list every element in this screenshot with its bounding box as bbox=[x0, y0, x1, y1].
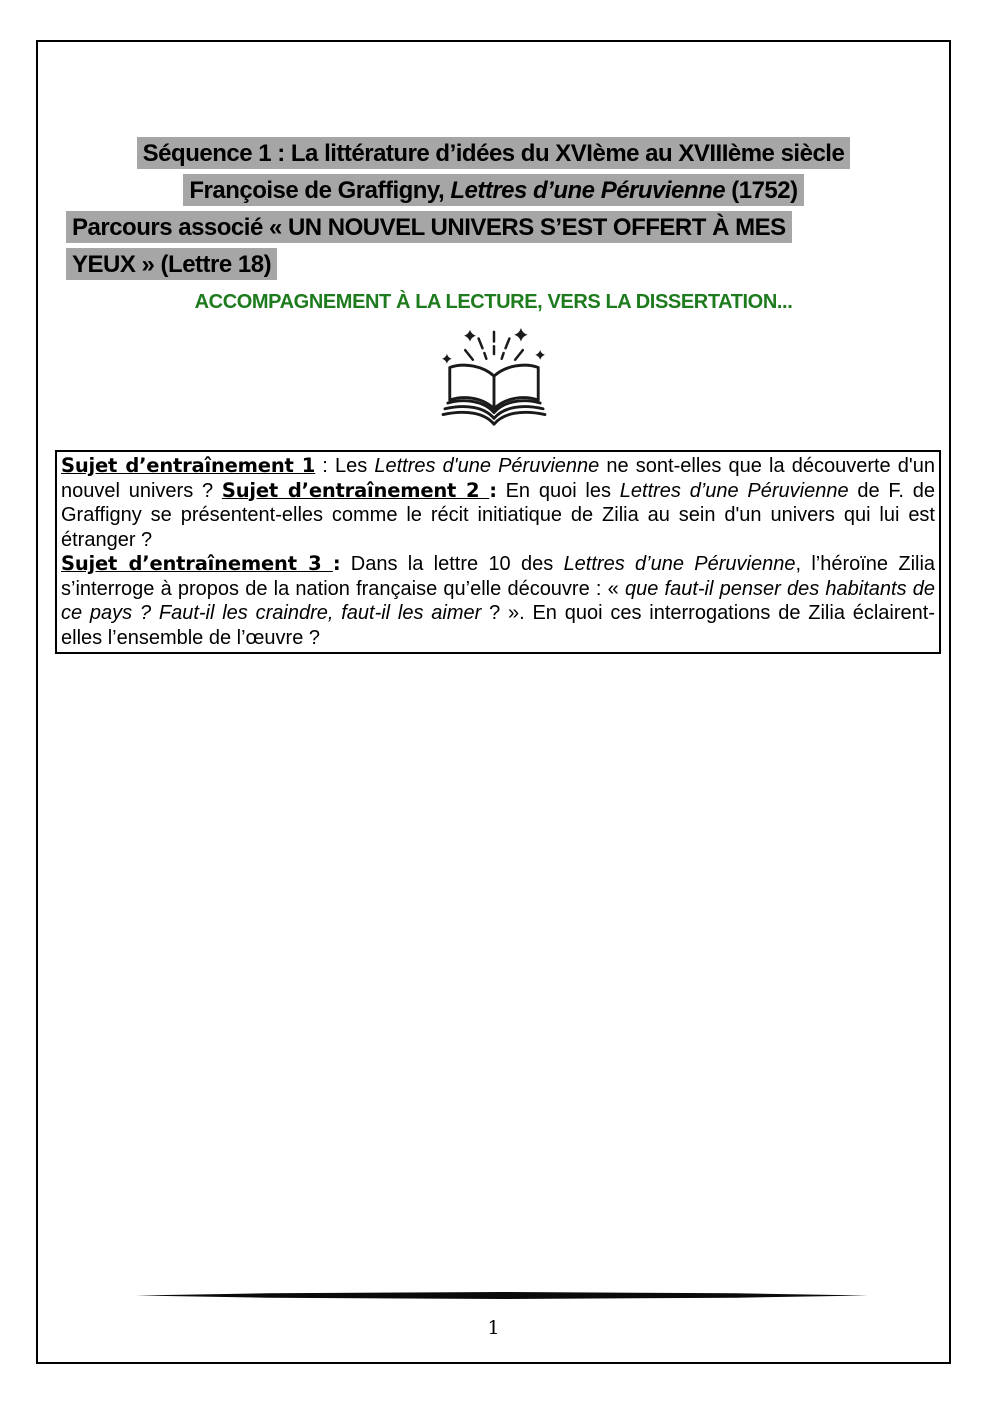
title-line-1-text: Séquence 1 : La littérature d’idées du XVIème au XVIIIème siècle bbox=[137, 137, 851, 169]
exercise-paragraph-1: Sujet d’entraînement 1 : Les Lettres d'une Péruvienne ne sont-elles que la découverte d'un nouvel univers ? Sujet d’entraînement 2 : En quoi les Lettres d’une Péruvienne de F. de Graffigny se présentent-elles comme le récit initiatique de Zilia au sein d'un univers qui lui est étranger ? bbox=[61, 454, 936, 551]
exercise-paragraph-2: Sujet d’entraînement 3 : Dans la lettre 10 des Lettres d’une Péruvienne, l’héroïne Zilia s’interroge à propos de la nation française qu’elle découvre : « que faut-il penser des habitants de ce pays ? Faut-il les craindre, faut-il les aimer ? ». En quoi ces interrogations de Zilia éclairent-elles l’ensemble de l’œuvre ? bbox=[61, 552, 936, 649]
exercise-box bbox=[55, 450, 941, 654]
title-line-3-text: Parcours associé « UN NOUVEL UNIVERS S’EST OFFERT À MES bbox=[66, 211, 792, 243]
title-line-4 bbox=[38, 248, 949, 285]
page-frame bbox=[36, 40, 951, 1364]
subtitle-accompagnement: ACCOMPAGNEMENT À LA LECTURE, VERS LA DISSERTATION... bbox=[194, 291, 793, 313]
open-book-sparkles-icon bbox=[38, 328, 949, 428]
title-line-1 bbox=[38, 137, 949, 174]
title-line-2 bbox=[38, 174, 949, 211]
title-line-3 bbox=[38, 211, 949, 248]
page-number: 1 bbox=[487, 1317, 500, 1339]
title-line-2-text: Françoise de Graffigny, Lettres d’une Péruvienne (1752) bbox=[183, 174, 803, 206]
footer-divider bbox=[136, 1292, 868, 1299]
title-line-4-text: YEUX » (Lettre 18) bbox=[66, 248, 277, 280]
document-title bbox=[38, 137, 949, 285]
